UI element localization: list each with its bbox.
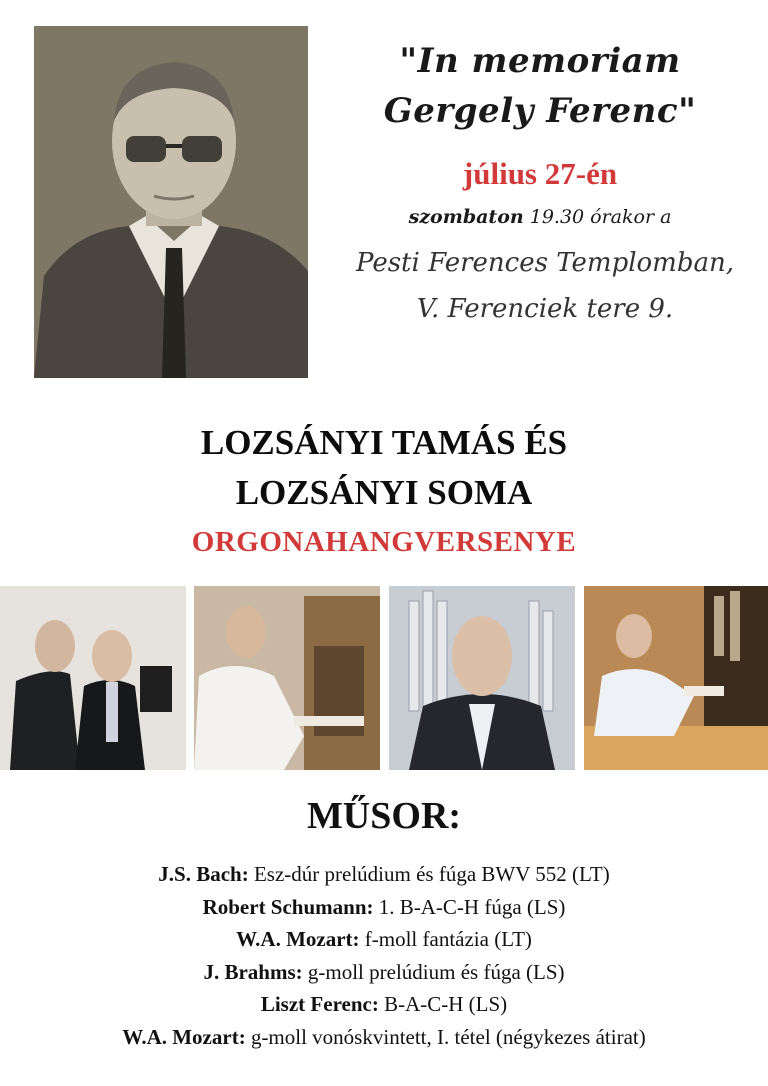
- program-composer: W.A. Mozart:: [122, 1024, 246, 1049]
- program-composer: W.A. Mozart:: [236, 927, 360, 951]
- performer-photo-strip: [0, 586, 768, 770]
- program-item: [0, 891, 768, 924]
- performer-portrait-photo: [389, 586, 575, 770]
- program-work: f-moll fantázia (LT): [359, 927, 532, 951]
- performers-heading: [0, 418, 768, 518]
- memoriam-heading: [330, 36, 750, 136]
- memorial-portrait-photo: [34, 26, 308, 378]
- event-venue: [330, 240, 760, 332]
- memoriam-line-2: Gergely Ferenc": [383, 91, 697, 131]
- program-composer: J.S. Bach:: [158, 862, 249, 886]
- concert-subtitle: ORGONAHANGVERSENYE: [191, 526, 577, 558]
- performers-duo-photo: [0, 586, 186, 770]
- program-item: [0, 988, 768, 1021]
- program-composer: J. Brahms:: [203, 959, 303, 984]
- performer-line-1: LOZSÁNYI TAMÁS ÉS: [200, 423, 568, 462]
- program-item: [0, 858, 768, 891]
- program-work: g-moll prelúdium és fúga (LS): [302, 959, 565, 984]
- program-item: [0, 923, 768, 956]
- program-list: [0, 858, 768, 1053]
- organist-playing-photo-2: [584, 586, 768, 770]
- program-work: g-moll vonóskvintett, I. tétel (négykezes átirat): [245, 1024, 646, 1049]
- program-work: Esz-dúr prelúdium és fúga BWV 552 (LT): [248, 862, 610, 886]
- event-day: szombaton: [408, 206, 524, 228]
- organist-playing-photo-1: [194, 586, 380, 770]
- event-time: [330, 206, 750, 228]
- program-composer: Robert Schumann:: [202, 894, 374, 919]
- program-composer: Liszt Ferenc:: [260, 992, 379, 1016]
- program-title: MŰSOR:: [306, 795, 462, 837]
- venue-name: Pesti Ferences Templomban,: [356, 248, 734, 278]
- program-item: [0, 956, 768, 989]
- memoriam-line-1: "In memoriam: [399, 41, 681, 81]
- program-work: B-A-C-H (LS): [378, 992, 508, 1016]
- performer-line-2: LOZSÁNYI SOMA: [235, 473, 533, 512]
- program-work: 1. B-A-C-H fúga (LS): [373, 894, 566, 919]
- venue-address: V. Ferenciek tere 9.: [416, 294, 674, 324]
- event-date: július 27-én: [462, 156, 618, 191]
- program-item: [0, 1021, 768, 1054]
- event-hour: 19.30 órakor a: [523, 206, 672, 228]
